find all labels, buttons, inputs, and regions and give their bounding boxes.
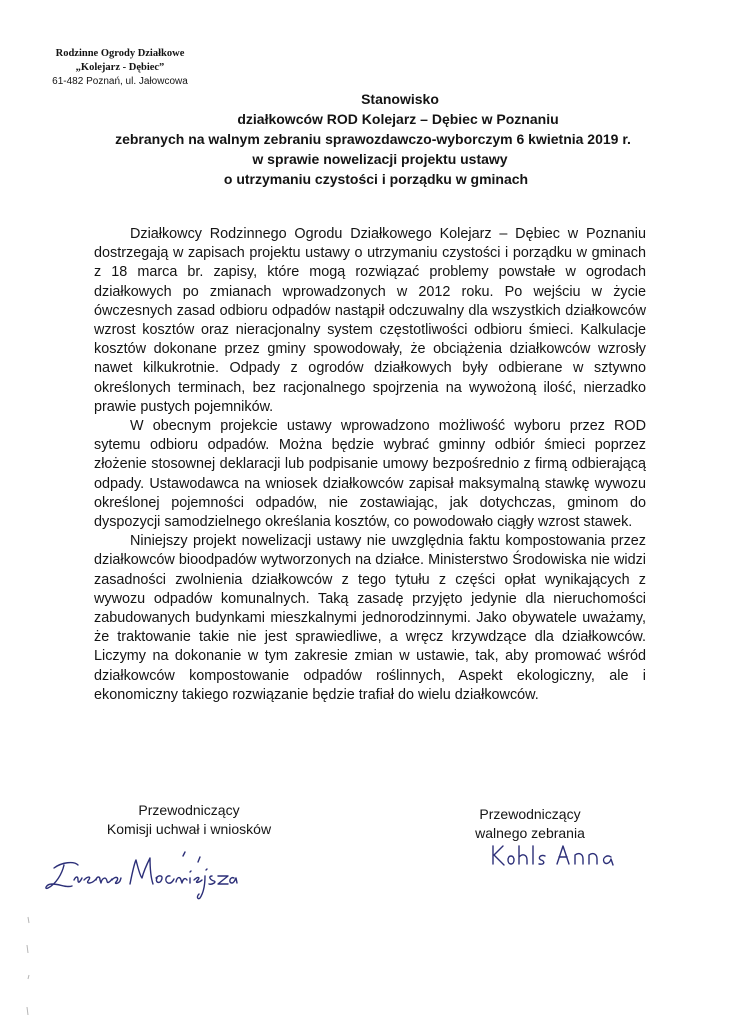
body-paragraph-3: Niniejszy projekt nowelizacji ustawy nie uwzględnia faktu kompostowania przez działkowców bioodpadów wytworzonych na działce. Ministerstwo Środowiska nie widzi zasadności zwolnienia działkowców z tego tytułu z części opłat wynikających z wywozu odpadów komunalnych. Taką zasadę przyjęto jedynie dla nieruchomości zabudowanych budynkami mieszkalnymi jednorodzinnymi. Jako obywatele uważamy, że traktowanie takie nie jest sprawiedliwe, a wręcz krzywdzące dla działkowców. Liczymy na dokonanie w tym zakresie zmian w ustawie, tak, aby promować wśród działkowców kompostowanie odpadów roślinnych, Aspekt ekologiczny, ale i ekonomiczny takiego rozwiązanie będzie trafiał do wielu działkowców.: [94, 533, 646, 703]
sender-address: 61-482 Poznań, ul. Jałowcowa: [52, 76, 188, 87]
document-title: [60, 89, 686, 189]
title-line-4: w sprawie nowelizacji projektu ustawy: [252, 151, 508, 167]
handwritten-name-right: [487, 838, 627, 870]
sender-org-subname: „Kolejarz - Dębiec”: [75, 62, 165, 73]
title-line-3: zebranych na walnym zebraniu sprawozdawczo-wyborczym 6 kwietnia 2019 r.: [115, 131, 631, 147]
document-body: [94, 225, 646, 705]
sender-org-name: Rodzinne Ogrody Działkowe: [55, 48, 185, 59]
sender-block: [40, 47, 200, 89]
signature-left-role-2: Komisji uchwał i wniosków: [106, 821, 272, 837]
signature-right-role-2: walnego zebrania: [475, 825, 585, 841]
signature-left-role-1: Przewodniczący: [138, 802, 240, 818]
title-line-1: Stanowisko: [361, 91, 439, 107]
title-line-5: o utrzymaniu czystości i porządku w gminach: [223, 171, 529, 187]
handwritten-signature-left: [40, 848, 240, 904]
body-paragraph-1: Działkowcy Rodzinnego Ogrodu Działkowego Kolejarz – Dębiec w Poznaniu dostrzegają w zapisach projektu ustawy o utrzymaniu czystości i porządku w gminach z 18 marca br. zapisy, które mogą rozwiązać problemy powstałe w ogrodach działkowych po zmianach wprowadzonych w 2012 roku. Po wejściu w życie ówczesnych zasad odbioru odpadów nastąpił odczuwalny dla wszystkich działkowców wzrost kosztów oraz nieracjonalny system częstotliwości odbioru śmieci. Kalkulacje kosztów dokonane przez gminy spowodowały, że obciążenia działkowców wzrosły nawet kilkukrotnie. Odpady z ogrodów działkowych były odbierane w sztywno określonych terminach, bez racjonalnego spojrzenia na wywożoną ilość, nierzadko prawie pustych pojemników.: [94, 226, 646, 415]
scan-margin-marks: [24, 915, 34, 1025]
signature-right-role-1: Przewodniczący: [479, 806, 581, 822]
title-line-2: działkowców ROD Kolejarz – Dębiec w Poznaniu: [237, 111, 559, 127]
body-paragraph-2: W obecnym projekcie ustawy wprowadzono możliwość wyboru przez ROD sytemu odbioru odpadów. Można będzie wybrać gminny odbiór śmieci poprzez złożenie stosownej deklaracji lub podpisanie umowy bezpośrednio z firmą odbierającą odpady. Ustawodawca na wniosek działkowców zapisał maksymalną stawkę wywozu określonej pojemności odpadów, nie zostawiając, jak dotychczas, gminom do dyspozycji samodzielnego określania kosztów, co powodowało ciągły wzrost stawek.: [94, 418, 646, 531]
signature-left-block: [94, 801, 284, 839]
